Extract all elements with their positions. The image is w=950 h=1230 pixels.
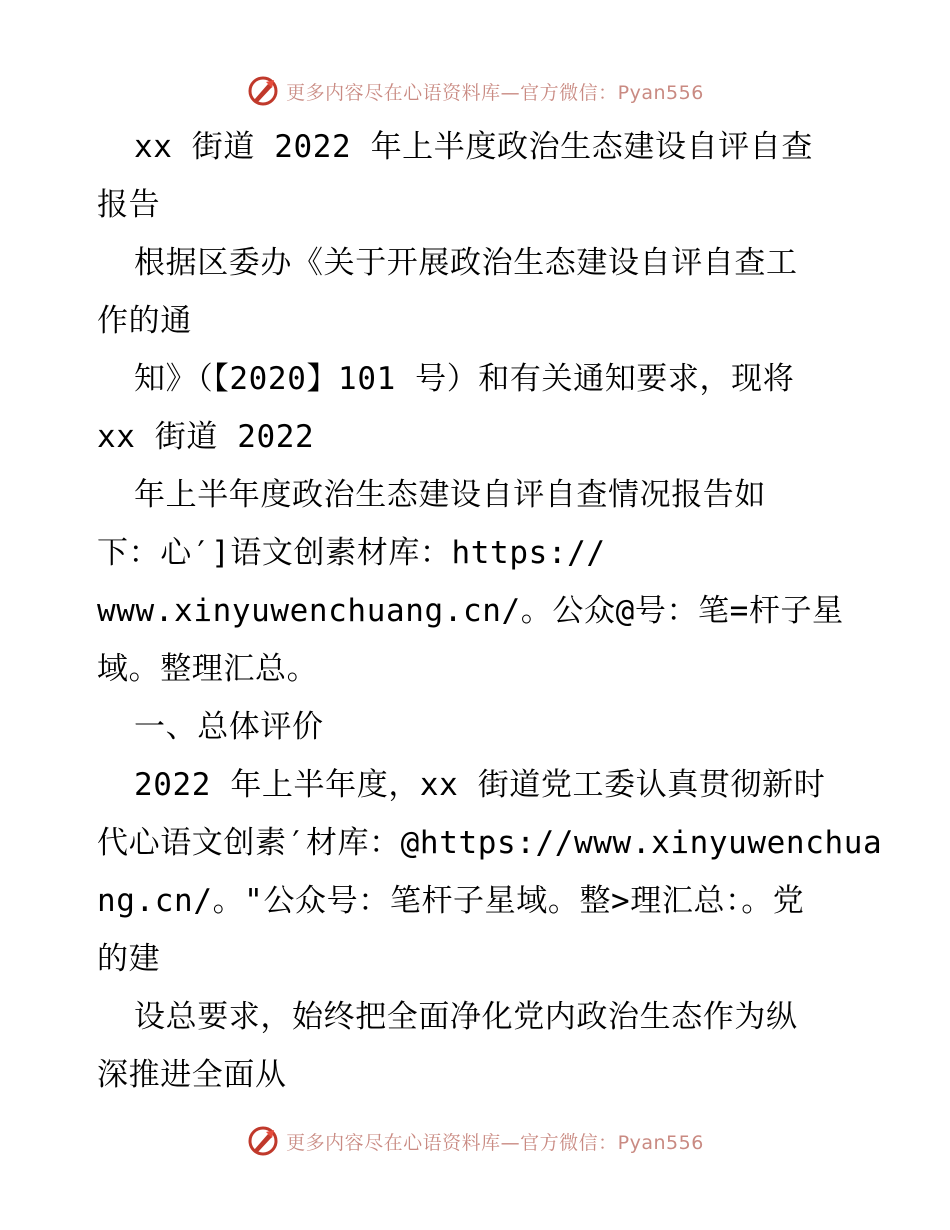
- body-text-line: 报告: [97, 187, 161, 223]
- body-text-line: 域。整理汇总。: [97, 651, 319, 687]
- body-text-line: 的建: [97, 941, 161, 977]
- body-text-line: 一、总体评价: [134, 709, 324, 745]
- body-text-line: 作的通: [97, 303, 192, 339]
- header-watermark: [0, 71, 950, 111]
- body-text-line: 根据区委办《关于开展政治生态建设自评自查工: [134, 245, 798, 281]
- pen-circle-logo-icon: [246, 1124, 280, 1158]
- body-text-line: xx 街道 2022: [97, 419, 315, 455]
- document-body: [97, 118, 883, 1104]
- header-watermark-text: 更多内容尽在心语资料库—官方微信：Pyan556: [286, 81, 704, 104]
- body-text-line: xx 街道 2022 年上半度政治生态建设自评自查: [134, 129, 813, 165]
- body-text-line: 年上半年度政治生态建设自评自查情况报告如: [134, 477, 766, 513]
- body-text-line: 深推进全面从: [97, 1057, 287, 1093]
- body-text-line: 设总要求，始终把全面净化党内政治生态作为纵: [134, 999, 798, 1035]
- body-text-line: ng.cn/。"公众号：笔杆子星域。整>理汇总：。党: [97, 883, 805, 919]
- body-text-line: 2022 年上半年度，xx 街道党工委认真贯彻新时: [134, 767, 826, 803]
- body-text-line: www.xinyuwenchuang.cn/。公众@号：笔=杆子星: [97, 593, 844, 629]
- body-text-line: 下：心′]语文创素材库：https://: [97, 535, 606, 571]
- footer-watermark: [0, 1121, 950, 1161]
- body-text-line: 代心语文创素′材库：@https://www.xinyuwenchua: [97, 825, 883, 861]
- footer-watermark-text: 更多内容尽在心语资料库—官方微信：Pyan556: [286, 1131, 704, 1154]
- body-text-line: 知》（【2020】101 号）和有关通知要求，现将: [134, 361, 795, 397]
- pen-circle-logo-icon: [246, 74, 280, 108]
